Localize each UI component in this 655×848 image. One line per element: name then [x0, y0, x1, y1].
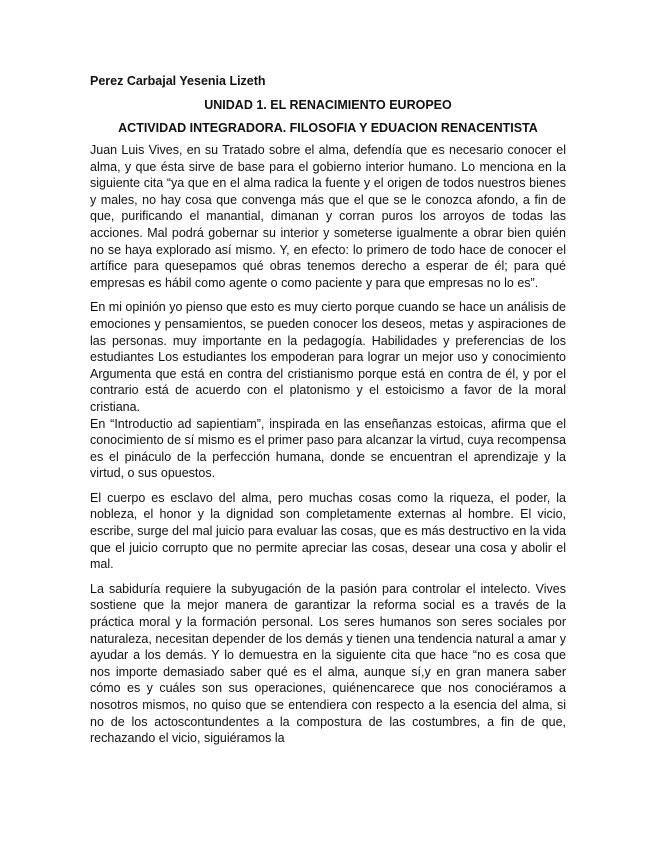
paragraph-introductio: En “Introductio ad sapientiam”, inspirada en las enseñanzas estoicas, afirma que el conocimiento de sí mismo es el primer paso para alcanzar la virtud, cuya recompensa es el pináculo de la perfección humana, donde se encuentran el aprendizaje y la virtud, o sus opuestos.	[90, 416, 566, 481]
paragraph-opinion: En mi opinión yo pienso que esto es muy cierto porque cuando se hace un análisis de emociones y pensamientos, se pueden conocer los deseos, metas y aspiraciones de las personas. muy importante en la pedagogía. Habilidades y preferencias de los estudiantes Los estudiantes los empoderan para lograr un mejor uso y conocimiento Argumenta que está en contra del cristianismo porque está en contra de él, y por el contrario está de acuerdo con el platonismo y el estoicismo a favor de la moral cristiana.	[90, 300, 566, 414]
document-page	[90, 73, 566, 755]
unit-title: UNIDAD 1. EL RENACIMIENTO EUROPEO	[204, 98, 452, 112]
activity-title: ACTIVIDAD INTEGRADORA. FILOSOFIA Y EDUACION RENACENTISTA	[118, 121, 538, 135]
paragraph-body-soul: El cuerpo es esclavo del alma, pero muchas cosas como la riqueza, el poder, la nobleza, el honor y la dignidad son completamente externas al hombre. El vicio, escribe, surge del mal juicio para evaluar las cosas, que es más destructivo en la vida que el juicio corrupto que no permite apreciar las cosas, desear una cosa y abolir el mal.	[90, 490, 566, 572]
author-name: Perez Carbajal Yesenia Lizeth	[90, 74, 266, 88]
paragraph-vives-quote: Juan Luis Vives, en su Tratado sobre el alma, defendía que es necesario conocer el alma, y que ésta sirve de base para el gobierno interior humano. Lo menciona en la siguiente cita “ya que en el alma radica la fuente y el origen de todos nuestros bienes y males, no hay cosa que convenga más que el que se le conozca afondo, a fin de que, purificando el manantial, dimanan y corran puros los arroyos de todas las acciones. Mal podrá gobernar su interior y someterse igualmente a obrar bien quién no se haya explorado así mismo. Y, en efecto: lo primero de todo hace de conocer el artífice para quesepamos qué obras tenemos derecho a esperar de él; para qué empresas es hábil como agente o como paciente y para que empresas no lo es”.	[90, 143, 566, 290]
paragraph-wisdom: La sabiduría requiere la subyugación de la pasión para controlar el intelecto. Vives sostiene que la mejor manera de garantizar la reforma social es a través de la práctica moral y la formación personal. Los seres humanos son seres sociales por naturaleza, necesitan depender de los demás y tienen una tendencia natural a amar y ayudar a los demás. Y lo demuestra en la siguiente cita que hace “no es cosa que nos importe demasiado saber qué es el alma, aunque sí,y en gran manera saber cómo es y cuáles son sus operaciones, quiénencarece que nos conociéramos a nosotros mismos, no quiso que se entendiera con respecto a la esencia del alma, si no de los actoscontundentes a la compostura de las costumbres, a fin de que, rechazando el vicio, siguiéramos la	[90, 581, 567, 746]
